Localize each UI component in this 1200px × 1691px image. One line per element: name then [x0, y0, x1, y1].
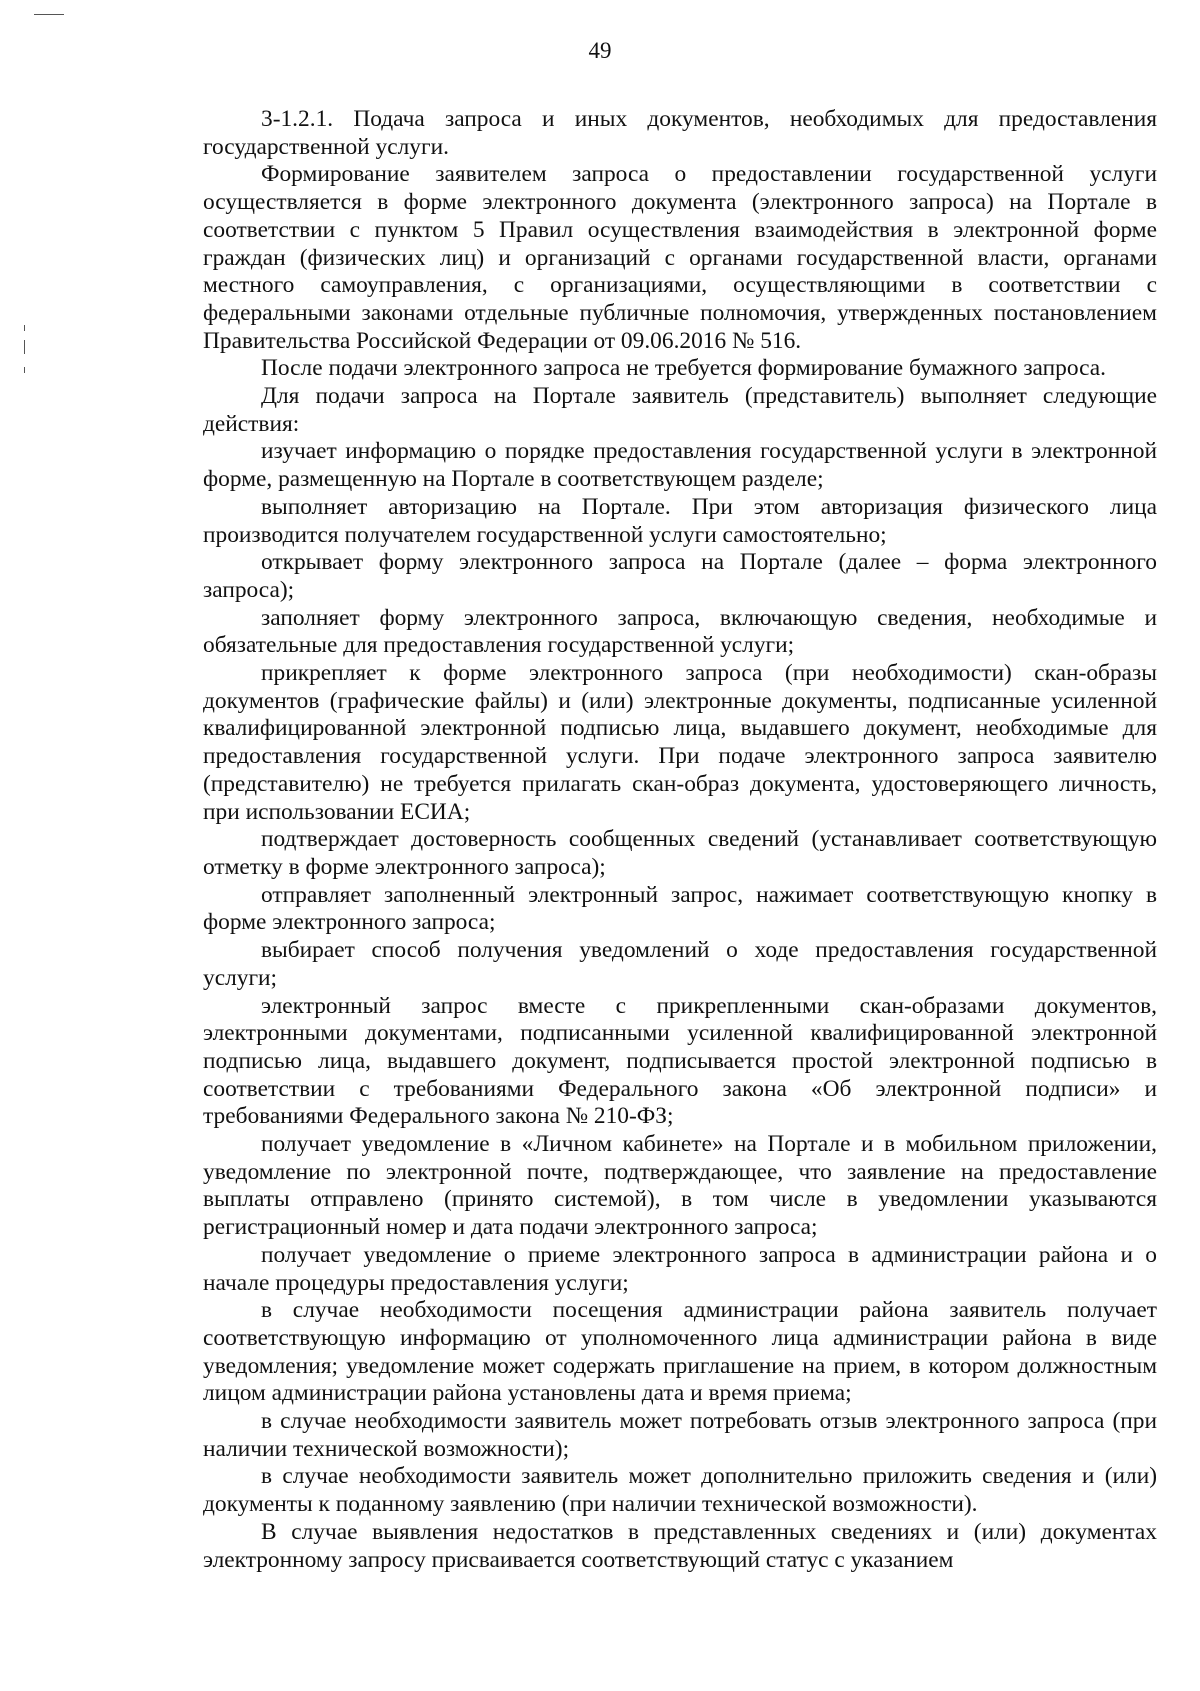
list-item: выполняет авторизацию на Портале. При этом авторизация физического лица производится получателем государственной услуги самостоятельно; [203, 493, 1157, 548]
list-item: открывает форму электронного запроса на Портале (далее – форма электронного запроса); [203, 549, 1157, 603]
paragraph: Для подачи запроса на Портале заявитель (представитель) выполняет следующие действия: [203, 383, 1157, 437]
list-item: получает уведомление в «Личном кабинете» на Портале и в мобильном приложении, уведомление по электронной почте, подтверждающее, что заявление на предоставление выплаты отправлено (принято системой), в том числе в уведомлении указываются регистрационный номер и дата подачи электронного запроса; [203, 1131, 1157, 1241]
scan-margin-mark [24, 340, 25, 354]
list-item: получает уведомление о приеме электронного запроса в администрации района и о начале процедуры предоставления услуги; [203, 1241, 1157, 1296]
list-item: в случае необходимости посещения администрации района заявитель получает соответствующую информацию от уполномоченного лица администрации района в виде уведомления; уведомление может содержать приглашение на прием, в котором должностным лицом администрации района установлены дата и время приема; [203, 1297, 1157, 1407]
list-item: прикрепляет к форме электронного запроса (при необходимости) скан-образы документов (графические файлы) и (или) электронные документы, подписанные усиленной квалифицированной электронной подписью лица, выдавшего документ, необходимые для предоставления государственной услуги. При подаче электронного запроса заявителю (представителю) не требуется прилагать скан-образ документа, удостоверяющего личность, при использовании ЕСИА; [203, 660, 1157, 825]
scan-margin-mark [24, 367, 25, 373]
list-item: в случае необходимости заявитель может потребовать отзыв электронного запроса (при наличии технической возможности); [203, 1408, 1157, 1462]
scan-margin-mark [24, 325, 25, 331]
list-item: отправляет заполненный электронный запрос, нажимает соответствующую кнопку в форме электронного запроса; [203, 881, 1157, 936]
list-item: выбирает способ получения уведомлений о ходе предоставления государственной услуги; [203, 937, 1157, 991]
scan-corner-mark [34, 14, 64, 15]
list-item: электронный запрос вместе с прикрепленными скан-образами документов, электронными документами, подписанными усиленной квалифицированной электронной подписью лица, выдавшего документ, подписывается простой электронной подписью в соответствии с требованиями Федерального закона «Об электронной подписи» и требованиями Федерального закона № 210-ФЗ; [203, 992, 1157, 1130]
page-number: 49 [588, 38, 612, 63]
list-item: подтверждает достоверность сообщенных сведений (устанавливает соответствующую отметку в форме электронного запроса); [203, 826, 1157, 880]
paragraph: После подачи электронного запроса не требуется формирование бумажного запроса. [261, 355, 1107, 382]
list-item: заполняет форму электронного запроса, включающую сведения, необходимые и обязательные для предоставления государственной услуги; [203, 604, 1157, 659]
list-item: изучает информацию о порядке предоставления государственной услуги в электронной форме, размещенную на Портале в соответствующем разделе; [203, 438, 1157, 493]
paragraph: Формирование заявителем запроса о предоставлении государственной услуги осуществляется в форме электронного документа (электронного запроса) на Портале в соответствии с пунктом 5 Правил осуществления взаимодействия в электронной форме граждан (физических лиц) и организаций с органами государственной власти, органами местного самоуправления, с организациями, осуществляющими в соответствии с федеральными законами отдельные публичные полномочия, утвержденных постановлением Правительства Российской Федерации от 09.06.2016 № 516. [203, 161, 1157, 354]
document-body [203, 106, 1157, 1574]
section-heading: 3-1.2.1. Подача запроса и иных документов, необходимых для предоставления государственной услуги. [203, 106, 1157, 160]
paragraph: В случае выявления недостатков в представленных сведениях и (или) документах электронному запросу присваивается соответствующий статус с указанием [203, 1518, 1157, 1573]
list-item: в случае необходимости заявитель может дополнительно приложить сведения и (или) документы к поданному заявлению (при наличии технической возможности). [203, 1463, 1157, 1518]
